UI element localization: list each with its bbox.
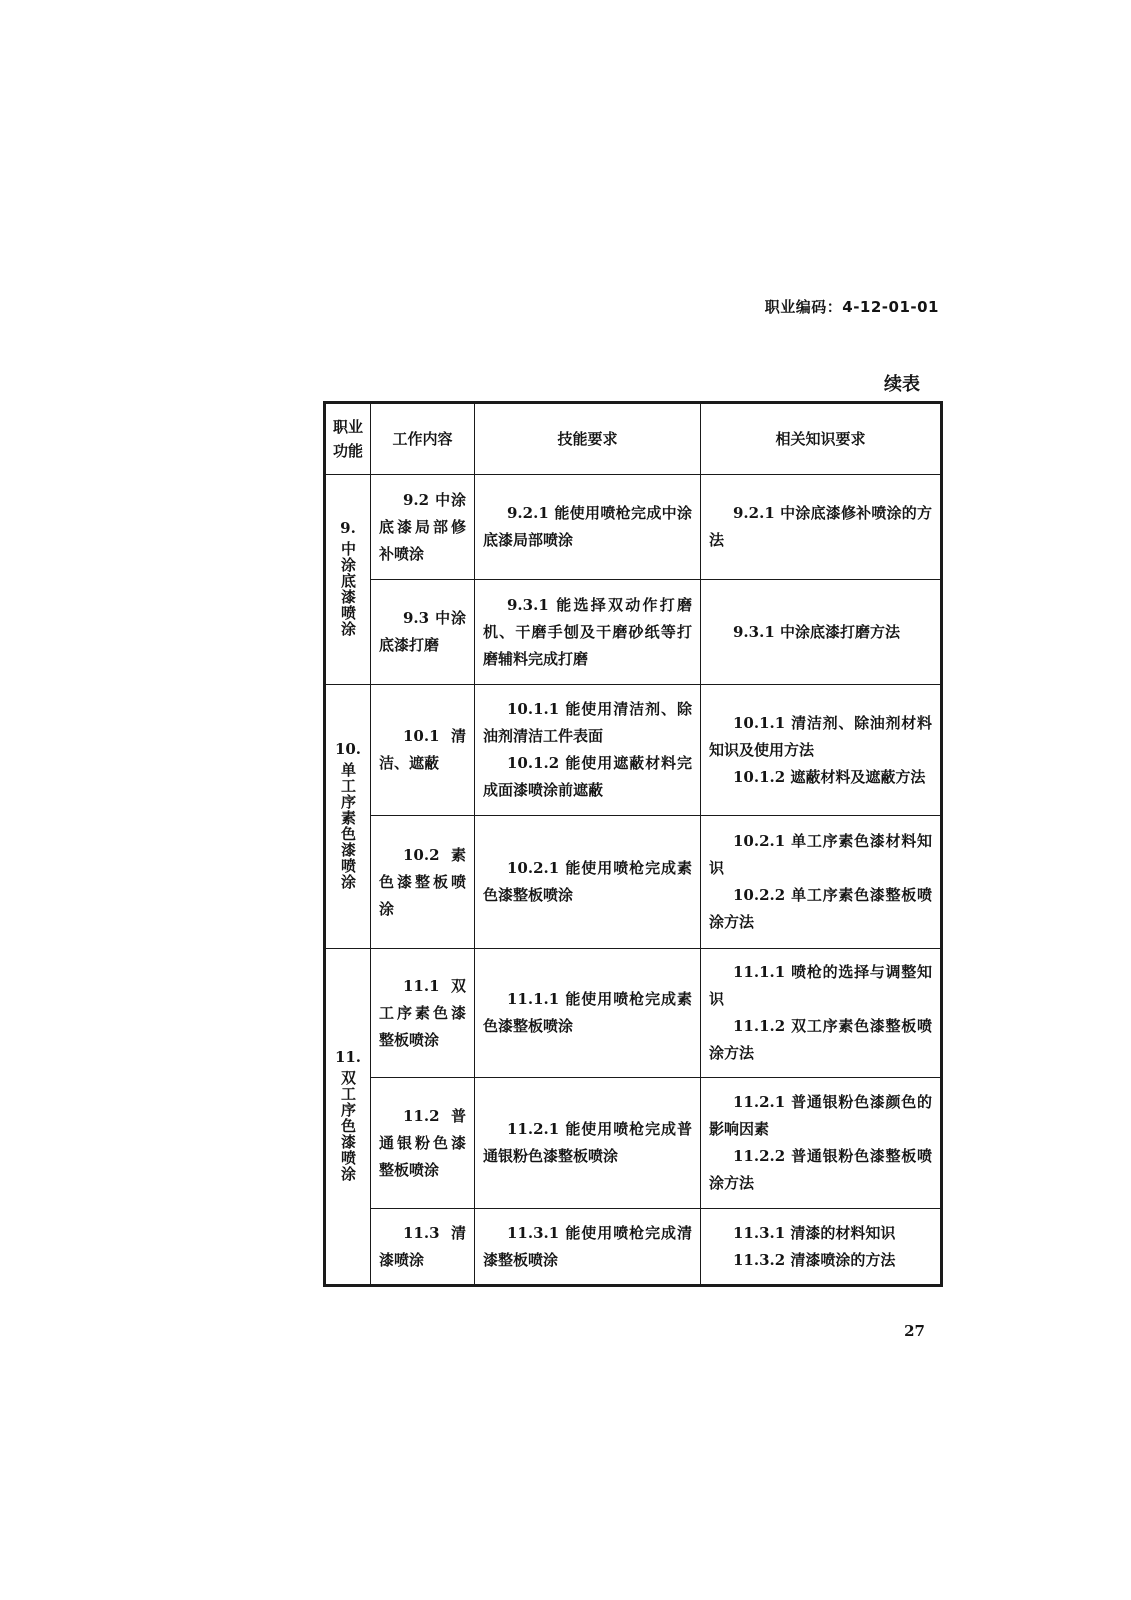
skill-cell — [475, 1209, 701, 1286]
content-cell: 10.2 素色漆整板喷涂 — [371, 816, 475, 949]
table-row — [325, 1209, 942, 1286]
table-row — [325, 685, 942, 816]
function-number: 10. — [334, 739, 362, 758]
skill-item: 10.1.1 能使用清洁剂、除油剂清洁工件表面 — [483, 700, 692, 745]
skill-cell — [475, 949, 701, 1078]
knowledge-cell — [701, 949, 942, 1078]
knowledge-item: 11.3.2 清漆喷涂的方法 — [733, 1250, 896, 1269]
skills-table — [323, 401, 943, 1287]
skill-cell — [475, 685, 701, 816]
continued-label: 续表 — [884, 374, 920, 395]
knowledge-item: 9.3.1 中涂底漆打磨方法 — [733, 622, 900, 641]
skill-item: 11.3.1 能使用喷枪完成清漆整板喷涂 — [483, 1223, 692, 1269]
knowledge-cell — [701, 816, 942, 949]
skill-cell — [475, 475, 701, 580]
skill-cell — [475, 816, 701, 949]
column-header-function: 职业功能 — [325, 403, 371, 475]
occupation-code: 职业编码：4-12-01-01 — [764, 298, 939, 316]
function-number: 11. — [334, 1047, 362, 1066]
table-row — [325, 1078, 942, 1209]
knowledge-item: 11.2.2 普通银粉色漆整板喷涂方法 — [709, 1147, 932, 1192]
function-number: 9. — [340, 518, 356, 537]
skill-cell — [475, 1078, 701, 1209]
content-cell: 9.3 中涂底漆打磨 — [371, 580, 475, 685]
skill-item: 9.2.1 能使用喷枪完成中涂底漆局部喷涂 — [483, 504, 692, 549]
skill-item: 11.2.1 能使用喷枪完成普通银粉色漆整板喷涂 — [483, 1120, 692, 1165]
knowledge-cell — [701, 580, 942, 685]
table-row — [325, 949, 942, 1078]
page-number: 27 — [904, 1322, 925, 1340]
function-name: 中涂底漆喷涂 — [339, 540, 357, 637]
table-header-row — [325, 403, 942, 475]
knowledge-cell — [701, 685, 942, 816]
knowledge-cell — [701, 475, 942, 580]
knowledge-item: 10.1.1 清洁剂、除油剂材料知识及使用方法 — [709, 713, 932, 759]
content-cell: 11.3 清漆喷涂 — [371, 1209, 475, 1286]
column-header-skill: 技能要求 — [475, 403, 701, 475]
function-cell-9 — [325, 475, 371, 685]
skill-item: 10.1.2 能使用遮蔽材料完成面漆喷涂前遮蔽 — [483, 754, 692, 799]
knowledge-item: 11.1.2 双工序素色漆整板喷涂方法 — [709, 1017, 932, 1062]
table-row — [325, 816, 942, 949]
knowledge-cell — [701, 1209, 942, 1286]
content-cell: 11.2 普通银粉色漆整板喷涂 — [371, 1078, 475, 1209]
content-cell: 10.1 清洁、遮蔽 — [371, 685, 475, 816]
knowledge-cell — [701, 1078, 942, 1209]
knowledge-item: 10.2.1 单工序素色漆材料知识 — [709, 832, 932, 877]
function-name: 双工序色漆喷涂 — [339, 1069, 357, 1182]
knowledge-item: 9.2.1 中涂底漆修补喷涂的方法 — [709, 504, 932, 549]
knowledge-item: 11.3.1 清漆的材料知识 — [733, 1223, 896, 1242]
content-cell: 11.1 双工序素色漆整板喷涂 — [371, 949, 475, 1078]
skill-item: 9.3.1 能选择双动作打磨机、干磨手刨及干磨砂纸等打磨辅料完成打磨 — [483, 595, 692, 668]
function-cell-11 — [325, 949, 371, 1286]
knowledge-item: 10.2.2 单工序素色漆整板喷涂方法 — [709, 886, 932, 931]
skill-cell — [475, 580, 701, 685]
column-header-content: 工作内容 — [371, 403, 475, 475]
function-name: 单工序素色漆喷涂 — [339, 761, 357, 890]
knowledge-item: 11.2.1 普通银粉色漆颜色的影响因素 — [709, 1093, 932, 1138]
knowledge-item: 10.1.2 遮蔽材料及遮蔽方法 — [733, 767, 926, 786]
content-cell: 9.2 中涂底漆局部修补喷涂 — [371, 475, 475, 580]
knowledge-item: 11.1.1 喷枪的选择与调整知识 — [709, 963, 932, 1008]
skill-item: 10.2.1 能使用喷枪完成素色漆整板喷涂 — [483, 859, 692, 904]
table-row — [325, 580, 942, 685]
column-header-knowledge: 相关知识要求 — [701, 403, 942, 475]
table-row — [325, 475, 942, 580]
skill-item: 11.1.1 能使用喷枪完成素色漆整板喷涂 — [483, 990, 692, 1035]
function-cell-10 — [325, 685, 371, 949]
